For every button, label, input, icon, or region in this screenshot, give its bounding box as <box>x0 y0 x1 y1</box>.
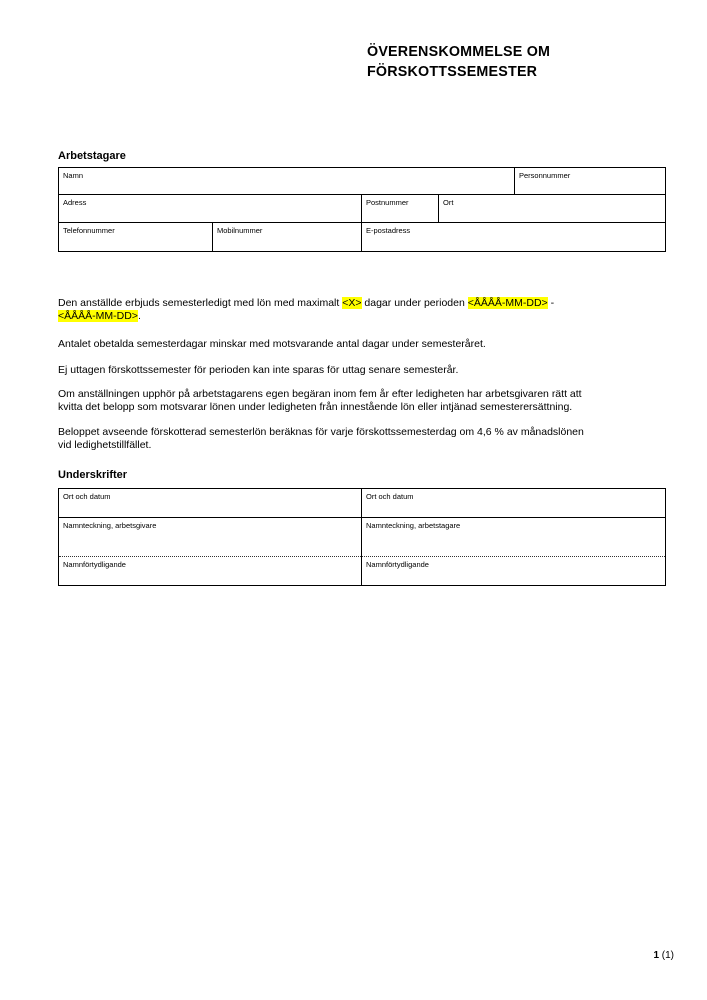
field-telefonnummer <box>59 223 213 251</box>
signatures-table <box>58 488 666 586</box>
field-label-namnteckning-arbetsgivare: Namnteckning, arbetsgivare <box>63 521 157 530</box>
page-number <box>653 949 674 962</box>
field-namnfortydligande-employee <box>362 557 665 585</box>
paragraph-repayment <box>58 388 660 414</box>
field-label-namnfortydligande: Namnförtydligande <box>366 560 429 569</box>
paragraph-line: Om anställningen upphör på arbetstagarens egen begäran inom fem år efter ledigheten har arbetsgivaren rätt att <box>58 388 582 400</box>
signatures-section-heading: Underskrifter <box>58 469 128 481</box>
employee-info-table <box>58 167 666 252</box>
field-label-ort: Ort <box>443 198 454 207</box>
table-row <box>59 168 665 195</box>
document-title-line2: FÖRSKOTTSSEMESTER <box>367 64 538 80</box>
field-namnteckning-arbetstagare <box>362 518 665 557</box>
field-label-ort-och-datum: Ort och datum <box>366 492 414 501</box>
field-namn <box>59 168 515 194</box>
field-mobilnummer <box>213 223 362 251</box>
field-personnummer <box>515 168 665 194</box>
table-row <box>59 195 665 223</box>
paragraph-text: . <box>137 310 141 322</box>
field-adress <box>59 195 362 222</box>
placeholder-date-start-highlight: <ÅÅÅÅ-MM-DD> <box>467 297 548 309</box>
field-ort-och-datum-employee <box>362 489 665 518</box>
table-row <box>59 223 665 251</box>
page-number-total: (1) <box>659 950 674 961</box>
paragraph-text: dagar under perioden <box>361 297 468 309</box>
paragraph-line: vid ledighetstillfället. <box>58 439 152 451</box>
paragraph-no-saving: Ej uttagen förskottssemester för perioden kan inte sparas för uttag senare semesterår. <box>58 364 459 376</box>
paragraph-unpaid-days: Antalet obetalda semesterdagar minskar med motsvarande antal dagar under semesteråret. <box>58 338 486 350</box>
field-label-postnummer: Postnummer <box>366 198 409 207</box>
field-epostadress <box>362 223 665 251</box>
page-number-current: 1 <box>653 950 659 961</box>
field-label-adress: Adress <box>63 198 87 207</box>
field-label-namnfortydligande: Namnförtydligande <box>63 560 126 569</box>
field-ort <box>439 195 665 222</box>
field-label-personnummer: Personnummer <box>519 171 571 180</box>
field-postnummer <box>362 195 439 222</box>
document-title-line1: ÖVERENSKOMMELSE OM <box>367 44 551 60</box>
signature-column-employer <box>59 489 362 585</box>
field-namnfortydligande-employer <box>59 557 361 585</box>
field-label-mobilnummer: Mobilnummer <box>217 226 263 235</box>
field-label-epostadress: E-postadress <box>366 226 411 235</box>
paragraph-text: Den anställde erbjuds semesterledigt med lön med maximalt <box>58 297 343 309</box>
employee-section-heading: Arbetstagare <box>58 150 126 162</box>
placeholder-date-end-highlight: <ÅÅÅÅ-MM-DD> <box>58 310 138 322</box>
paragraph-line: Beloppet avseende förskotterad semesterlön beräknas för varje förskottssemesterdag om 4,6 % av månadslönen <box>58 426 584 438</box>
paragraph-amount-calculation <box>58 426 660 452</box>
field-ort-och-datum-employer <box>59 489 361 518</box>
placeholder-days-highlight: <X> <box>342 297 362 309</box>
document-title <box>367 42 550 82</box>
paragraph-text: - <box>547 297 555 309</box>
field-namnteckning-arbetsgivare <box>59 518 361 557</box>
field-label-telefonnummer: Telefonnummer <box>63 226 115 235</box>
paragraph-vacation-offer <box>58 297 660 323</box>
field-label-namnteckning-arbetstagare: Namnteckning, arbetstagare <box>366 521 461 530</box>
signature-column-employee <box>362 489 665 585</box>
paragraph-line: kvitta det belopp som motsvarar lönen under ledigheten från innestående lön eller intjänad semesterersättning. <box>58 401 573 413</box>
field-label-ort-och-datum: Ort och datum <box>63 492 111 501</box>
field-label-namn: Namn <box>63 171 84 180</box>
